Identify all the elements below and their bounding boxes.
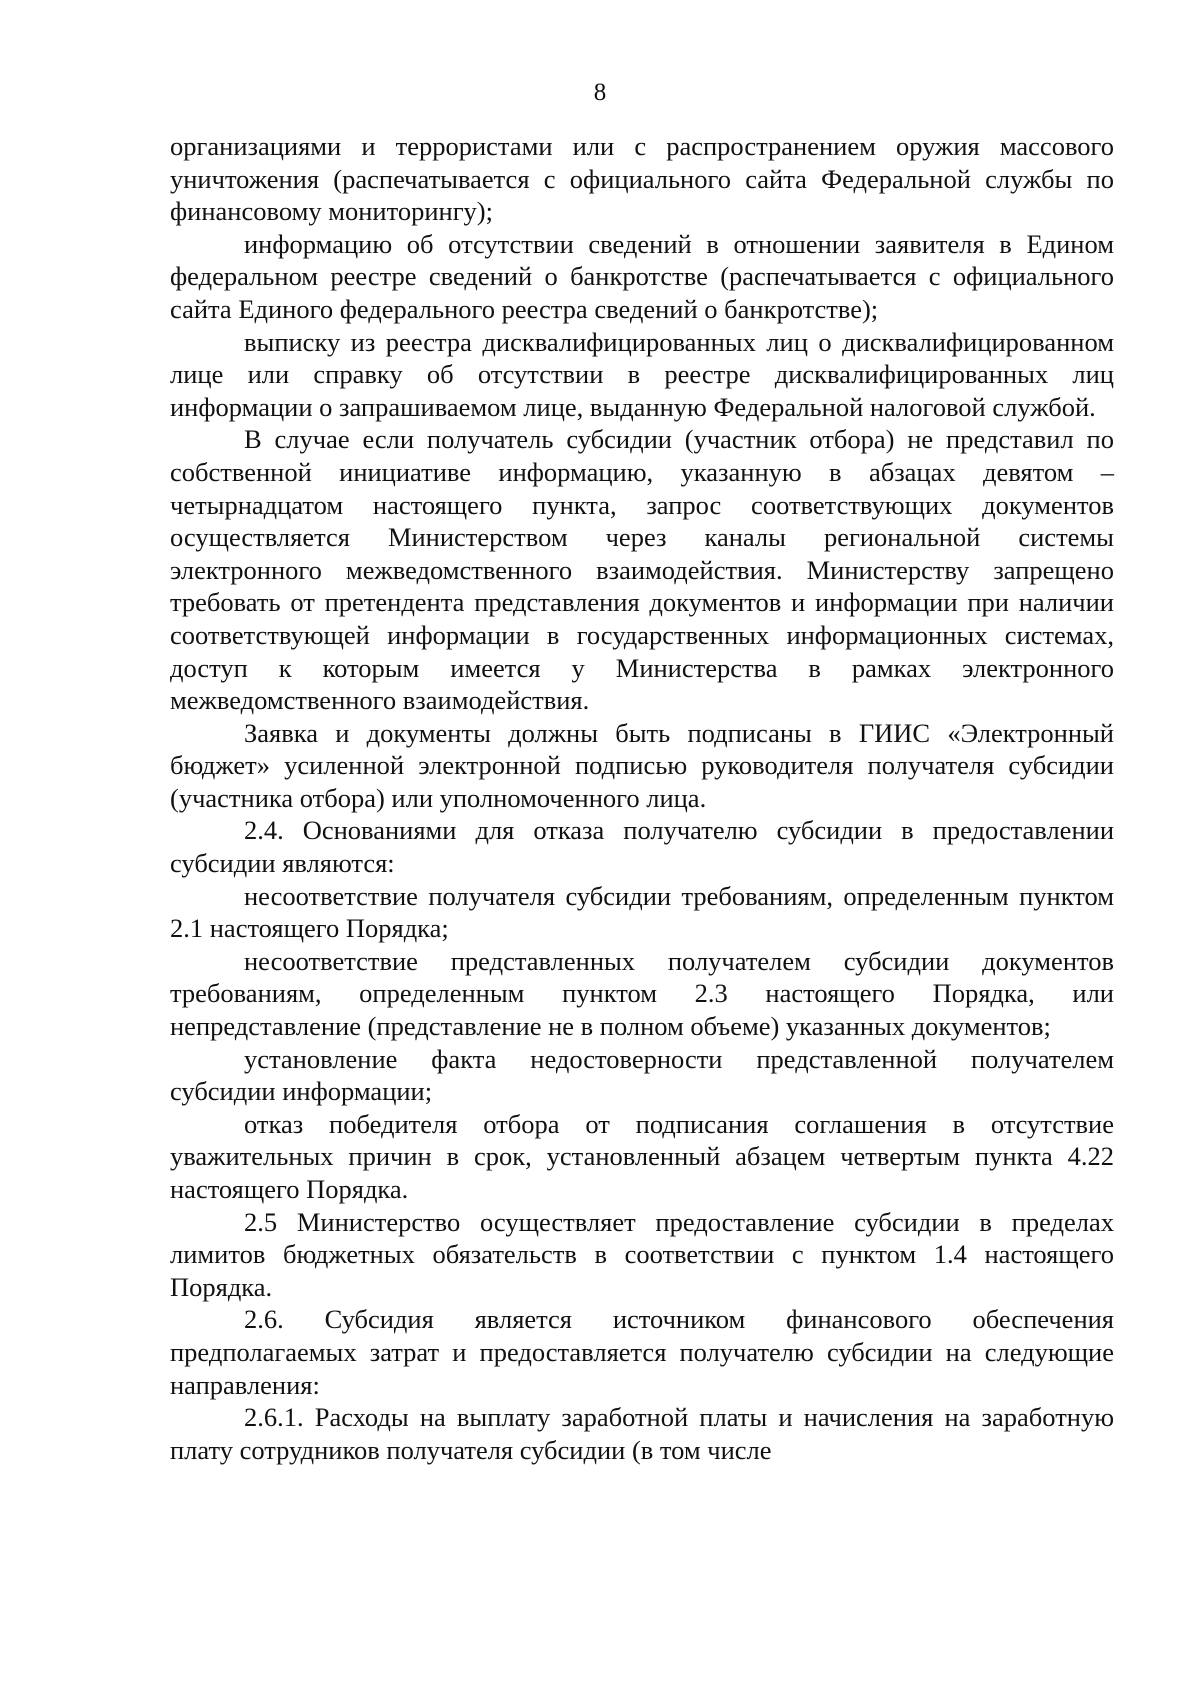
paragraph-refusal-reason-1: несоответствие получателя субсидии требованиям, определенным пунктом 2.1 настоящего Порядка; [170, 880, 1114, 944]
paragraph-interagency-request: В случае если получатель субсидии (участник отбора) не представил по собственной инициативе информацию, указанную в абзацах девятом – четырнадцатом настоящего пункта, запрос соответствующих документов осуществляется Министерством через каналы региональной системы электронного межведомственного взаимодействия. Министерству запрещено требовать от претендента представления документов и информации при наличии соответствующей информации в государственных информационных системах, доступ к которым имеется у Министерства в рамках электронного межведомственного взаимодействия. [170, 424, 1114, 716]
paragraph-2-5: 2.5 Министерство осуществляет предоставление субсидии в пределах лимитов бюджетных обязательств в соответствии с пунктом 1.4 настоящего Порядка. [170, 1206, 1114, 1302]
paragraph-2-4: 2.4. Основаниями для отказа получателю субсидии в предоставлении субсидии являются: [170, 815, 1114, 879]
paragraph-refusal-reason-3: установление факта недостоверности представленной получателем субсидии информации; [170, 1043, 1114, 1107]
paragraph-bankruptcy-info: информацию об отсутствии сведений в отношении заявителя в Едином федеральном реестре сведений о банкротстве (распечатывается с официального сайта Единого федерального реестра сведений о банкротстве); [170, 228, 1114, 324]
paragraph-refusal-reason-2: несоответствие представленных получателем субсидии документов требованиям, определенным пунктом 2.3 настоящего Порядка, или непредставление (представление не в полном объеме) указанных документов; [170, 945, 1114, 1042]
paragraph-signature-requirement: Заявка и документы должны быть подписаны в ГИИС «Электронный бюджет» усиленной электронной подписью руководителя получателя субсидии (участника отбора) или уполномоченного лица. [170, 717, 1114, 813]
paragraph-continuation: организациями и террористами или с распространением оружия массового уничтожения (распечатывается с официального сайта Федеральной службы по финансовому мониторингу); [170, 131, 1114, 227]
paragraph-refusal-reason-4: отказ победителя отбора от подписания соглашения в отсутствие уважительных причин в срок, установленный абзацем четвертым пункта 4.22 настоящего Порядка. [170, 1108, 1114, 1204]
document-body [170, 130, 1114, 1466]
page-number: 8 [593, 79, 607, 106]
paragraph-2-6-1: 2.6.1. Расходы на выплату заработной платы и начисления на заработную плату сотрудников получателя субсидии (в том числе [170, 1402, 1114, 1465]
paragraph-2-6: 2.6. Субсидия является источником финансового обеспечения предполагаемых затрат и предоставляется получателю субсидии на следующие направления: [170, 1304, 1114, 1400]
paragraph-disqualified-registry: выписку из реестра дисквалифицированных лиц о дисквалифицированном лице или справку об отсутствии в реестре дисквалифицированных лиц информации о запрашиваемом лице, выданную Федеральной налоговой службой. [170, 326, 1114, 422]
